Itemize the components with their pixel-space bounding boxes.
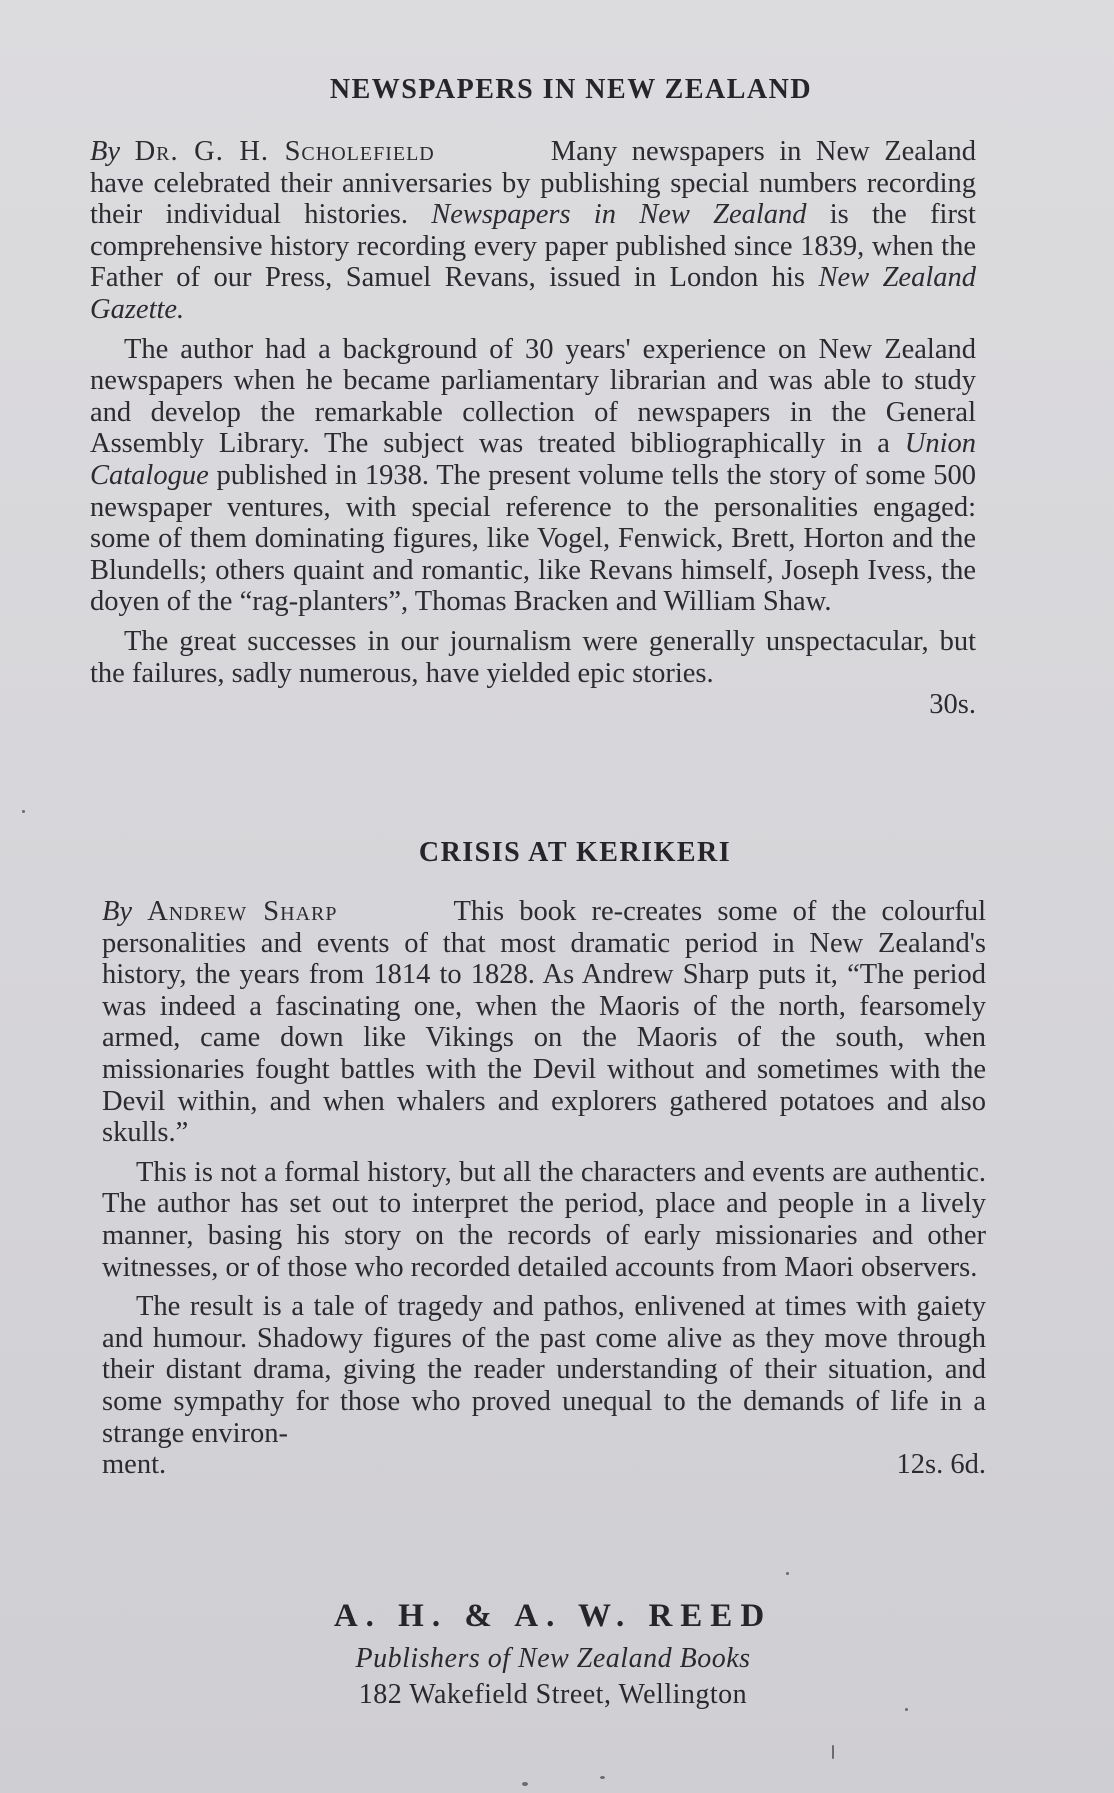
kerikeri-last-line (102, 1449, 986, 1481)
paragraph-text: The result is a tale of tragedy and pathos, enlivened at times with gaiety and humour. Shadowy figures of the past come alive as they move through their distant drama, giving the reader understanding of their situation, and some sympathy for those who proved unequal to the demands of life in a strange environ- (102, 1291, 986, 1449)
scan-speck (832, 1745, 834, 1759)
kerikeri-paragraph-1 (102, 896, 986, 1149)
paragraph-text: The great successes in our journalism were generally unspectacular, but the failures, sadly numerous, have yielded epic stories. (90, 625, 976, 689)
section-title-newspapers: NEWSPAPERS IN NEW ZEALAND (329, 74, 813, 105)
section-title-kerikeri: CRISIS AT KERIKERI (418, 837, 732, 868)
newspapers-paragraph-2 (90, 334, 976, 618)
section-newspapers-body (90, 136, 976, 721)
publisher-block (0, 1598, 1110, 1711)
paragraph-text: The author had a background of 30 years' experience on New Zealand newspapers when he became parliamentary librarian and was able to study and develop the remarkable collection of newspapers in the General Assembly Library. The subject was treated bibliographically in a (90, 333, 976, 460)
publisher-name: A. H. & A. W. REED (333, 1598, 773, 1634)
section-kerikeri-body (102, 896, 986, 1481)
scan-speck (600, 1776, 605, 1779)
kerikeri-paragraph-3 (102, 1291, 986, 1449)
author-name: Andrew Sharp (147, 896, 338, 927)
paragraph-text: published in 1938. The present volume tells the story of some 500 newspaper ventures, with special reference to the personalities engaged: some of them dominating figures, like Vogel, Fenwick, Brett, Horton and the Blundells; others quaint and romantic, like Revans himself, Joseph Ivess, the doyen of the “rag-planters”, Thomas Bracken and William Shaw. (90, 459, 976, 618)
price-newspapers: 30s. (929, 689, 976, 721)
paragraph-text: This is not a formal history, but all the characters and events are authentic. The author has set out to interpret the period, place and people in a lively manner, basing his story on the records of early missionaries and other witnesses, or of those who recorded detailed accounts from Maori observers. (102, 1156, 986, 1283)
newspapers-paragraph-1 (90, 136, 976, 326)
author-name: Dr. G. H. Scholefield (134, 136, 435, 167)
scan-speck (22, 810, 25, 813)
publisher-address: 182 Wakefield Street, Wellington (358, 1679, 748, 1710)
paragraph-text: This book re-creates some of the colourful personalities and events of that most dramatic period in New Zealand's history, the years from 1814 to 1828. As Andrew Sharp puts it, “The period was indeed a fascinating one, when the Maoris of the north, fearsomely armed, came down like Vikings on the Maoris of the south, when missionaries fought battles with the Devil without and sometimes with the Devil within, and when whalers and explorers gathered potatoes and also skulls.” (102, 896, 986, 1149)
book-title-italic: Newspapers in New Zealand (431, 199, 807, 231)
byline-by: By (102, 896, 133, 927)
paragraph-text: is the first comprehensive history recording every paper published since 1839, when the Father of our Press, Samuel Revans, issued in London his (90, 199, 976, 294)
scan-speck (522, 1782, 528, 1786)
scan-speck (905, 1708, 908, 1711)
paragraph-text: ment. (102, 1449, 167, 1481)
paragraph-text: Many newspapers in New Zealand have celebrated their anniversaries by publishing special numbers recording their individual histories. (90, 136, 976, 231)
kerikeri-paragraph-2 (102, 1157, 986, 1283)
catalogue-title-italic: Union Catalogue (90, 428, 976, 491)
publisher-tagline: Publishers of New Zealand Books (355, 1643, 751, 1674)
price-kerikeri: 12s. 6d. (896, 1449, 986, 1481)
newspapers-paragraph-3 (90, 626, 976, 689)
gazette-title-italic: New Zealand Gazette. (90, 262, 976, 325)
scan-speck (786, 1572, 789, 1575)
byline-by: By (90, 136, 121, 167)
